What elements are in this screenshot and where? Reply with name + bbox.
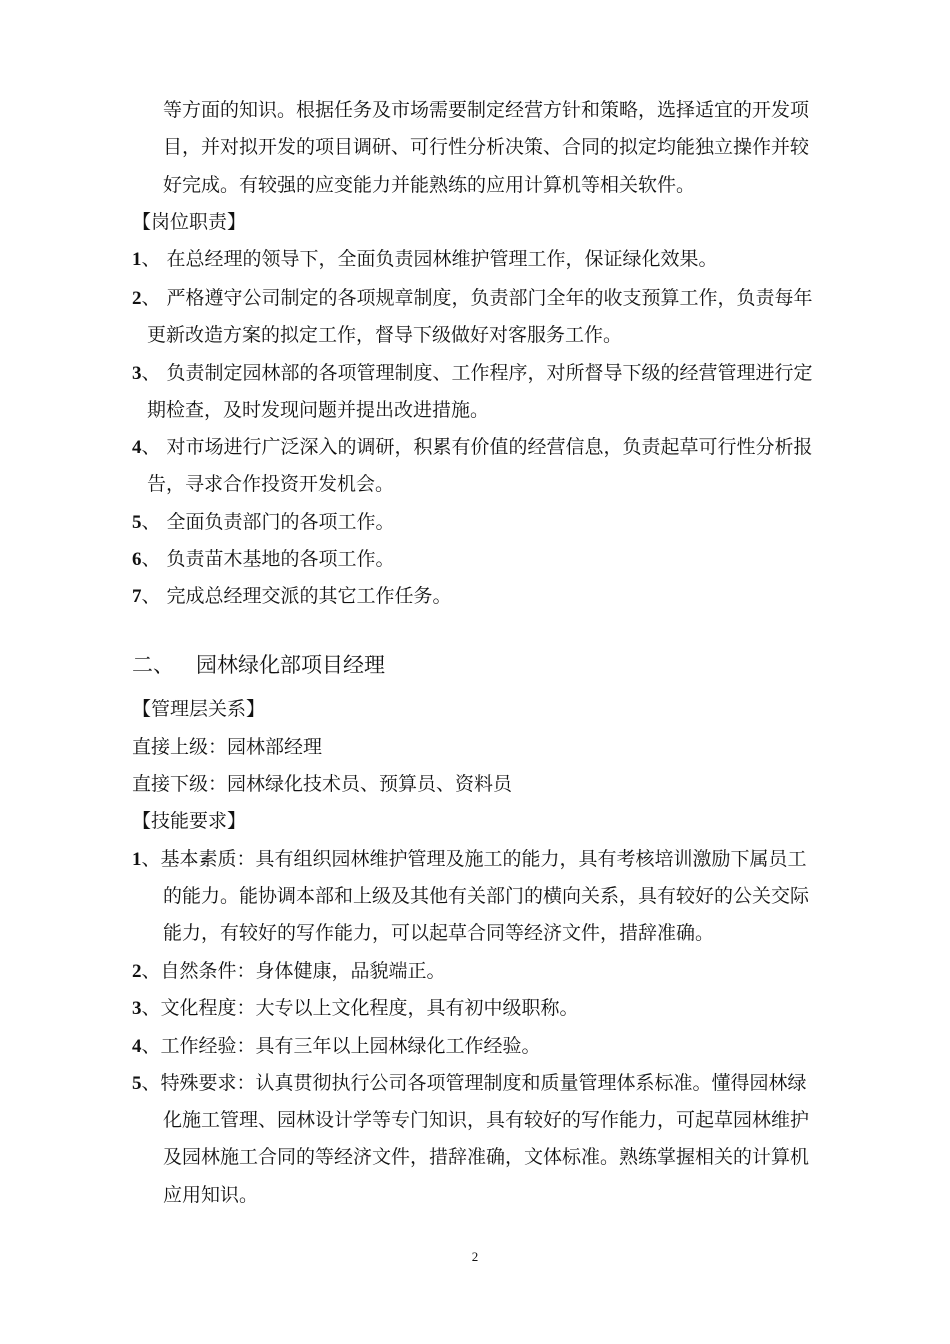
- duty-number: 7: [132, 586, 142, 607]
- duty-text: 严格遵守公司制定的各项规章制度，负责部门全年的收支预算工作，负责每年: [166, 287, 813, 309]
- direct-subordinate: 直接下级：园林绿化技术员、预算员、资料员: [132, 773, 513, 795]
- duty-number: 1: [132, 249, 142, 270]
- duties-heading: 【岗位职责】: [132, 211, 247, 233]
- duty-text: 全面负责部门的各项工作。: [166, 511, 395, 533]
- duty-item-6: 6、 负责苗木基地的各项工作。: [132, 548, 395, 570]
- duty-item-2: 2、 严格遵守公司制定的各项规章制度，负责部门全年的收支预算工作，负责每年: [132, 287, 813, 309]
- skill-item-1: 1、基本素质：具有组织园林维护管理及施工的能力，具有考核培训激励下属员工: [132, 848, 807, 870]
- management-heading: 【管理层关系】: [132, 698, 266, 720]
- duty-number: 4: [132, 437, 142, 458]
- intro-line-3: 好完成。有较强的应变能力并能熟练的应用计算机等相关软件。: [163, 174, 696, 196]
- skill-text: 特殊要求：认真贯彻执行公司各项管理制度和质量管理体系标准。懂得园林绿: [160, 1072, 807, 1094]
- skill-text: 工作经验：具有三年以上园林绿化工作经验。: [160, 1035, 541, 1057]
- duty-item-3-cont: 期检查，及时发现问题并提出改进措施。: [147, 399, 490, 421]
- skill-number: 5: [132, 1073, 142, 1094]
- intro-line-1: 等方面的知识。根据任务及市场需要制定经营方针和策略，选择适宜的开发项: [163, 99, 810, 121]
- skill-item-5-cont-3: 应用知识。: [163, 1184, 259, 1206]
- skill-item-1-cont-1: 的能力。能协调本部和上级及其他有关部门的横向关系，具有较好的公关交际: [163, 885, 810, 907]
- skill-text: 基本素质：具有组织园林维护管理及施工的能力，具有考核培训激励下属员工: [160, 848, 807, 870]
- duty-item-5: 5、 全面负责部门的各项工作。: [132, 511, 395, 533]
- direct-superior: 直接上级：园林部经理: [132, 736, 323, 758]
- page-number: 2: [471, 1249, 479, 1264]
- skill-text: 文化程度：大专以上文化程度，具有初中级职称。: [160, 997, 579, 1019]
- skill-item-4: 4、工作经验：具有三年以上园林绿化工作经验。: [132, 1035, 541, 1057]
- skill-number: 2: [132, 961, 142, 982]
- duty-number: 2: [132, 288, 142, 309]
- duty-text: 负责制定园林部的各项管理制度、工作程序，对所督导下级的经营管理进行定: [166, 362, 813, 384]
- duty-item-4: 4、 对市场进行广泛深入的调研，积累有价值的经营信息，负责起草可行性分析报: [132, 436, 813, 458]
- duty-number: 6: [132, 549, 142, 570]
- skill-text: 自然条件：身体健康，品貌端正。: [160, 960, 446, 982]
- skill-item-2: 2、自然条件：身体健康，品貌端正。: [132, 960, 446, 982]
- skill-item-5-cont-2: 及园林施工合同的等经济文件，措辞准确，文体标准。熟练掌握相关的计算机: [163, 1146, 810, 1168]
- duty-number: 5: [132, 512, 142, 533]
- duty-item-7: 7、 完成总经理交派的其它工作任务。: [132, 585, 452, 607]
- skill-item-1-cont-2: 能力，有较好的写作能力，可以起草合同等经济文件，措辞准确。: [163, 922, 715, 944]
- duty-item-1: 1、 在总经理的领导下，全面负责园林维护管理工作，保证绿化效果。: [132, 248, 718, 270]
- skill-item-5: 5、特殊要求：认真贯彻执行公司各项管理制度和质量管理体系标准。懂得园林绿: [132, 1072, 807, 1094]
- duty-item-2-cont: 更新改造方案的拟定工作，督导下级做好对客服务工作。: [147, 324, 623, 346]
- skill-item-3: 3、文化程度：大专以上文化程度，具有初中级职称。: [132, 997, 579, 1019]
- duty-text: 负责苗木基地的各项工作。: [166, 548, 395, 570]
- skill-number: 3: [132, 998, 142, 1019]
- section-heading: [132, 651, 385, 679]
- skills-heading: 【技能要求】: [132, 810, 247, 832]
- duty-text: 在总经理的领导下，全面负责园林维护管理工作，保证绿化效果。: [166, 248, 718, 270]
- skill-number: 1: [132, 849, 142, 870]
- duty-item-3: 3、 负责制定园林部的各项管理制度、工作程序，对所督导下级的经营管理进行定: [132, 362, 813, 384]
- duty-text: 完成总经理交派的其它工作任务。: [166, 585, 452, 607]
- skill-number: 4: [132, 1036, 142, 1057]
- duty-number: 3: [132, 363, 142, 384]
- duty-item-4-cont: 告，寻求合作投资开发机会。: [147, 473, 395, 495]
- section-number: 二、: [132, 653, 174, 677]
- section-title: 园林绿化部项目经理: [196, 653, 385, 677]
- skill-item-5-cont-1: 化施工管理、园林设计学等专门知识，具有较好的写作能力，可起草园林维护: [163, 1109, 810, 1131]
- duty-text: 对市场进行广泛深入的调研，积累有价值的经营信息，负责起草可行性分析报: [166, 436, 813, 458]
- intro-line-2: 目，并对拟开发的项目调研、可行性分析决策、合同的拟定均能独立操作并较: [163, 136, 810, 158]
